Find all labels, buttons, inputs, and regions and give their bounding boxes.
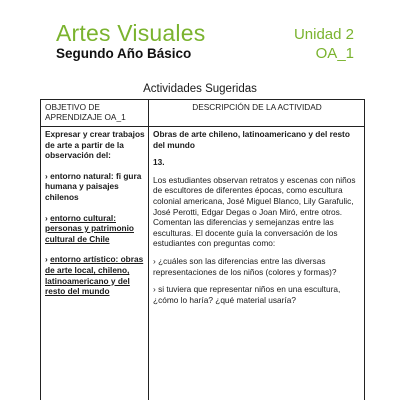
bullet-marker: › (45, 170, 51, 181)
page-title: Artes Visuales (56, 20, 206, 46)
activity-number: 13. (153, 157, 165, 168)
activity-question: › si tuviera que representar niños en una escultura, ¿cómo lo haría? ¿qué material usaría? (153, 284, 341, 305)
column-divider (148, 100, 149, 400)
oa-label: OA_1 (315, 45, 354, 62)
objective-bullet (45, 254, 145, 296)
unit-label: Unidad 2 (293, 26, 354, 43)
objective-bullet (45, 171, 145, 203)
objective-column-header: OBJETIVO DE APRENDIZAJE OA_1 (45, 102, 126, 122)
objective-bullet-text: entorno cultural: personas y patrimonio cultural de Chile (45, 212, 134, 244)
bullet-marker: › (45, 254, 51, 265)
section-title: Actividades Sugeridas (143, 83, 257, 95)
activity-title: Obras de arte chileno, latinoamericano y del resto del mundo (153, 129, 350, 150)
bullet-marker: › (45, 212, 51, 223)
description-cell (153, 129, 363, 312)
activities-table (40, 99, 365, 400)
objective-intro: Expresar y crear trabajos de arte a partir de la observación del: (45, 129, 145, 161)
objective-bullet-text: entorno artístico: obras de arte local, chileno, latinoamericano y del resto del mundo (45, 254, 144, 297)
activity-question: › ¿cuáles son las diferencias entre las diversas representaciones de los niños (colores y formas)? (153, 255, 337, 277)
objective-cell (45, 129, 145, 307)
objective-bullet-text: entorno natural: fi gura humana y paisajes chilenos (45, 170, 142, 202)
activity-paragraph: Los estudiantes observan retratos y escenas con niños de escultores de diferentes épocas, como escultura colonial americana, José Miguel Blanco, Lily Garafulic, José Perotti, Edgar Degas o Joan Miró, entre otros. Comentan las diferencias y semejanzas entre las esculturas. El docente guía la conversación de los estudiantes con preguntas como: (153, 174, 356, 249)
header-divider (41, 126, 364, 127)
page-subtitle: Segundo Año Básico (56, 46, 192, 61)
objective-bullet (45, 213, 145, 245)
description-column-header: DESCRIPCIÓN DE LA ACTIVIDAD (192, 102, 322, 112)
